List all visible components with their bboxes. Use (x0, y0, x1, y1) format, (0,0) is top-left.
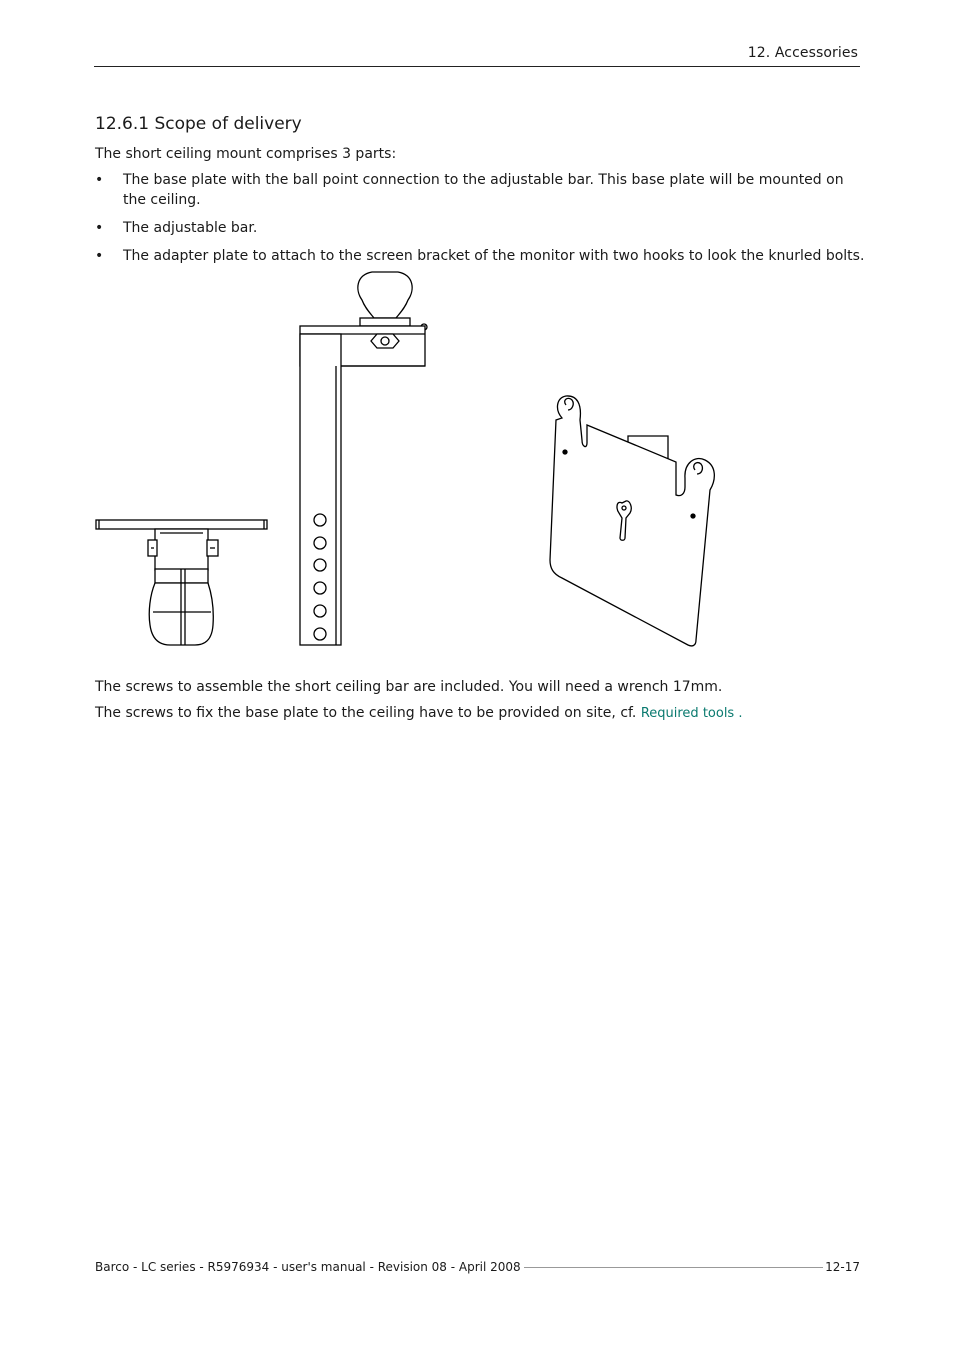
chapter-header: 12. Accessories (747, 45, 858, 61)
required-tools-link[interactable]: Required tools . (640, 706, 743, 721)
list-item-text: The adjustable bar. (123, 220, 258, 236)
adjustable-bar-drawing (300, 272, 427, 645)
footer-document-info: Barco - LC series - R5976934 - user's manual - Revision 08 - April 2008 (95, 1260, 521, 1274)
list-item-text: The base plate with the ball point connection to the adjustable bar. This base plate will be mounted on the ceiling. (123, 172, 844, 208)
bullet-icon: • (95, 220, 104, 236)
page-footer (95, 1260, 860, 1274)
list-item (95, 246, 865, 266)
bullet-icon: • (95, 172, 104, 188)
adapter-plate-drawing (550, 396, 714, 646)
bullet-icon: • (95, 248, 104, 264)
ceiling-mount-illustration (90, 270, 730, 655)
base-plate-drawing (96, 520, 267, 645)
list-item-text: The adapter plate to attach to the screen bracket of the monitor with two hooks to look the knurled bolts. (123, 248, 865, 264)
page-number: 12-17 (825, 1260, 860, 1274)
list-item (95, 218, 865, 238)
screws-plate-paragraph (95, 703, 742, 724)
header-rule (94, 66, 860, 67)
screws-bar-paragraph: The screws to assemble the short ceiling bar are included. You will need a wrench 17mm. (95, 679, 723, 695)
parts-list (95, 170, 865, 274)
section-heading: 12.6.1 Scope of delivery (95, 114, 302, 134)
intro-text: The short ceiling mount comprises 3 parts: (95, 146, 397, 162)
list-item (95, 170, 865, 210)
footer-rule (524, 1267, 823, 1268)
screws-plate-text: The screws to fix the base plate to the ceiling have to be provided on site, cf. (95, 705, 641, 721)
